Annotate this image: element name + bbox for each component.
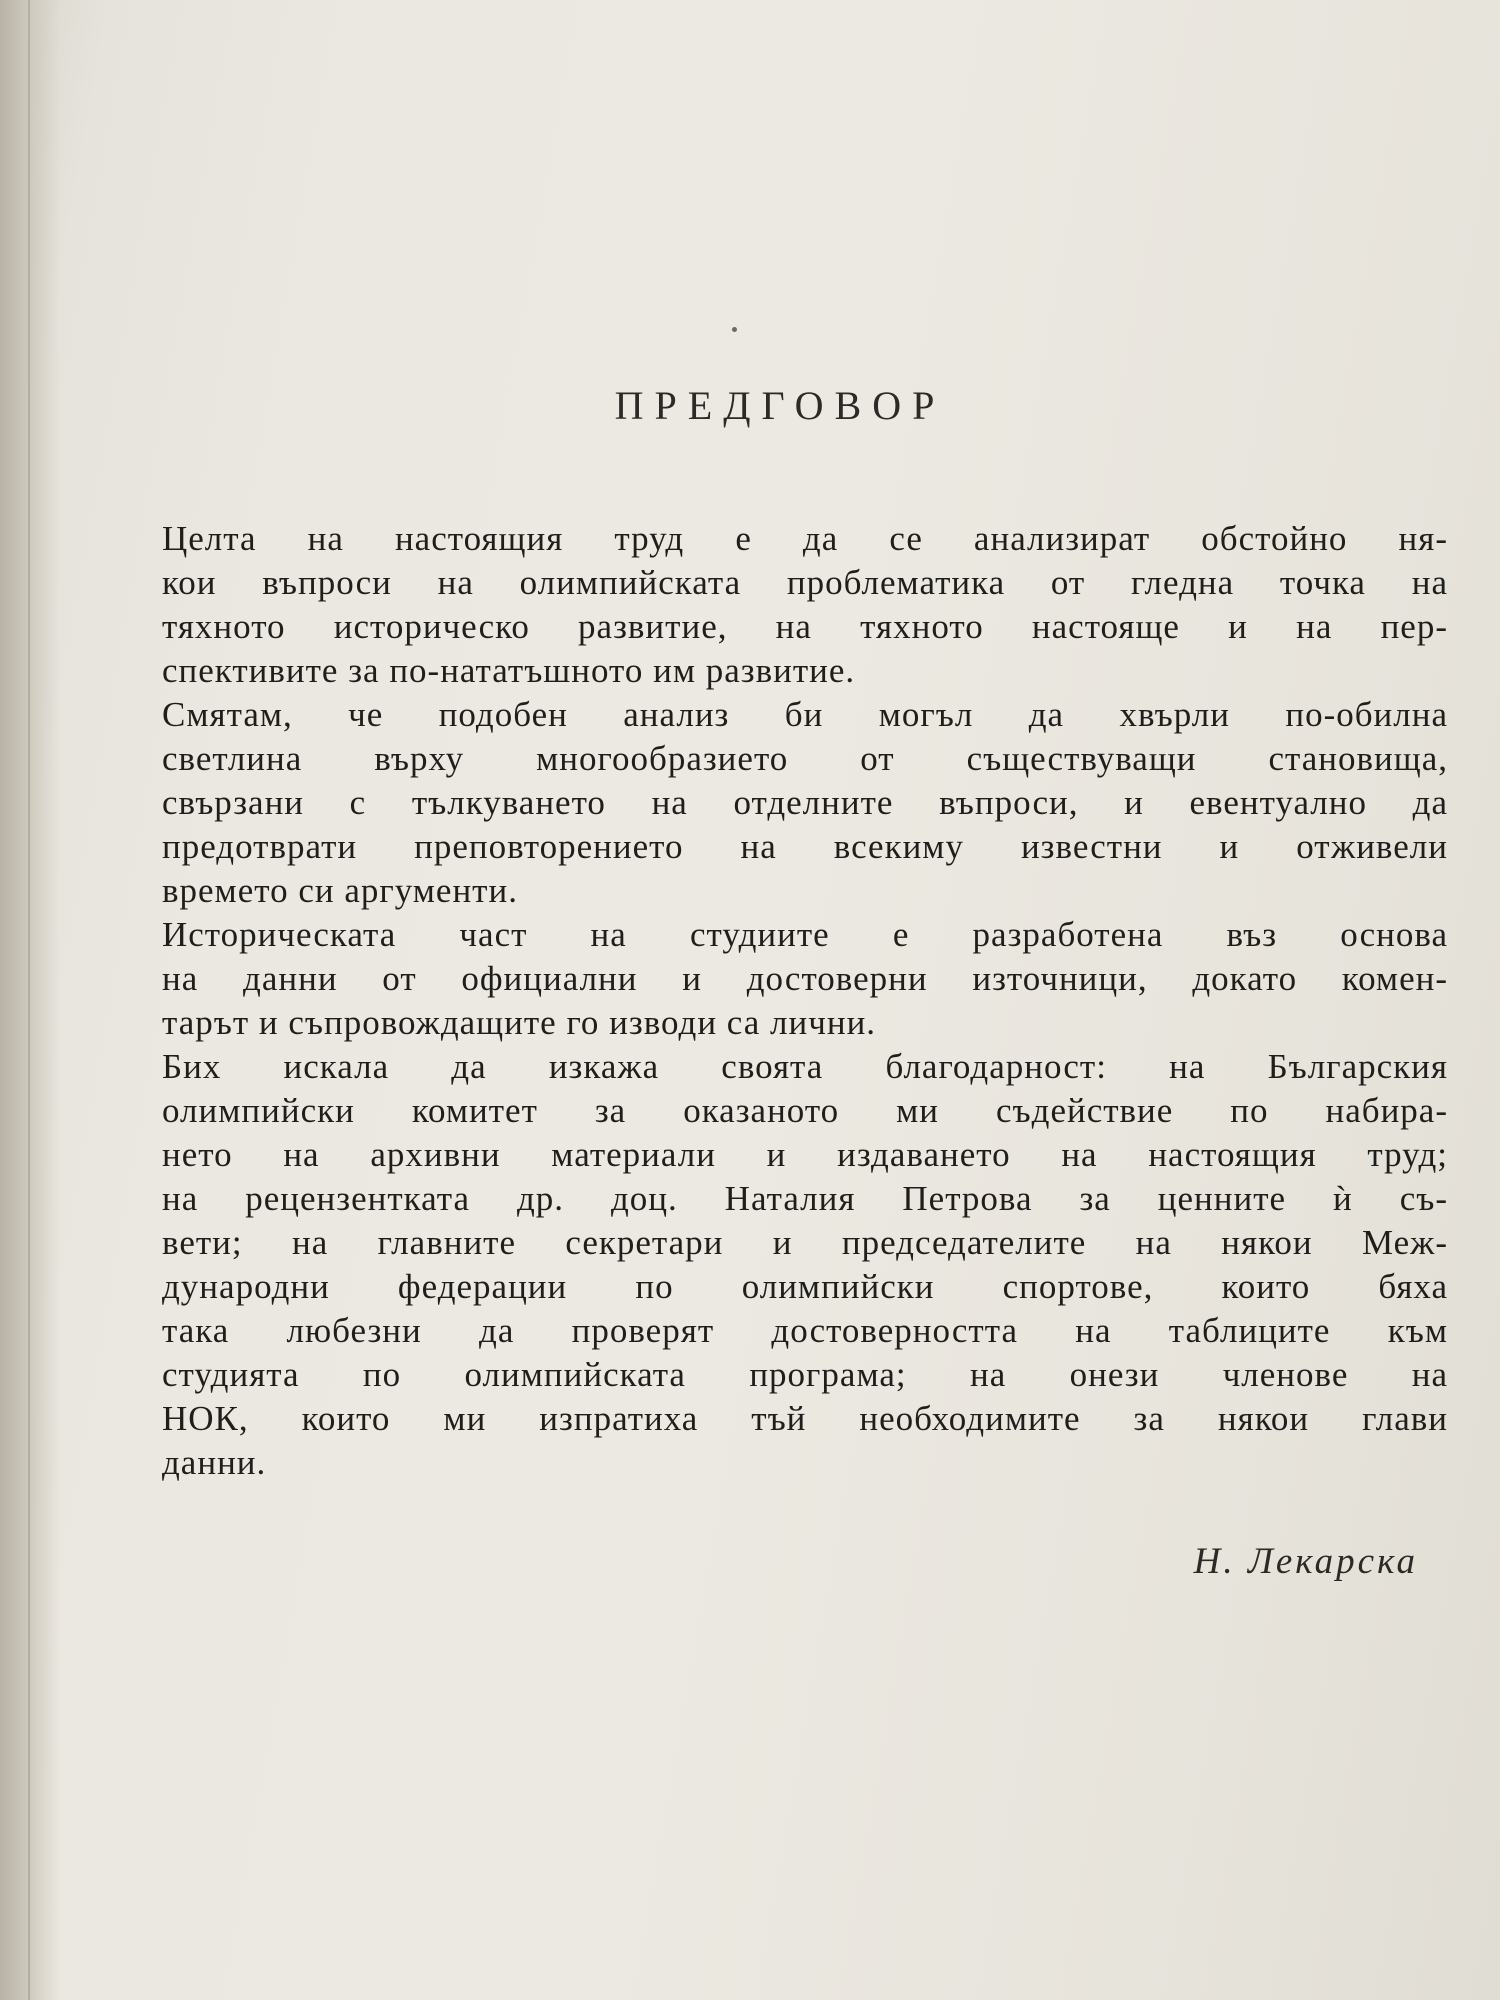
foreword-body: [128, 517, 1448, 1485]
text-line: предотврати преповторението на всекиму известни и отживели: [162, 827, 1448, 866]
text-line: така любезни да проверят достоверността на таблиците към: [162, 1311, 1448, 1350]
text-line: тяхното историческо развитие, на тяхното настояще и на пер-: [162, 607, 1448, 646]
text-line: нето на архивни материали и издаването на настоящия труд;: [162, 1135, 1448, 1174]
paragraph-3: [128, 913, 1448, 1045]
text-line: времето си аргументи.: [162, 871, 518, 910]
paragraph-4: [128, 1045, 1448, 1485]
page-spine-shadow: [0, 0, 60, 2000]
text-line: спективите за по-нататъшното им развитие.: [162, 651, 856, 690]
text-line: на рецензентката др. доц. Наталия Петрова за ценните ѝ съ-: [162, 1179, 1448, 1218]
paragraph-1: [128, 517, 1448, 693]
text-line: тарът и съпровождащите го изводи са лични.: [162, 1003, 877, 1042]
text-line: Целта на настоящия труд е да се анализират обстойно ня-: [162, 519, 1448, 558]
paragraph-2: [128, 693, 1448, 913]
text-line: студията по олимпийската програма; на онези членове на: [162, 1355, 1448, 1394]
text-line: на данни от официални и достоверни източници, докато комен-: [162, 959, 1448, 998]
text-line: данни.: [162, 1443, 267, 1482]
author-signature: Н. Лекарска: [1193, 1541, 1418, 1582]
page-title: ПРЕДГОВОР: [614, 383, 946, 428]
page-spine-line: [28, 0, 30, 2000]
text-line: Смятам, че подобен анализ би могъл да хвърли по-обилна: [162, 695, 1448, 734]
text-line: дународни федерации по олимпийски спортове, които бяха: [162, 1267, 1448, 1306]
text-line: Бих искала да изкажа своята благодарност: на Българския: [162, 1047, 1448, 1086]
text-line: светлина върху многообразието от съществуващи становища,: [162, 739, 1448, 778]
text-line: кои въпроси на олимпийската проблематика от гледна точка на: [162, 563, 1448, 602]
text-line: вети; на главните секретари и председателите на някои Меж-: [162, 1223, 1448, 1262]
text-line: свързани с тълкуването на отделните въпроси, и евентуално да: [162, 783, 1448, 822]
text-line: олимпийски комитет за оказаното ми съдействие по набира-: [162, 1091, 1448, 1130]
ink-speck: [732, 327, 737, 332]
text-line: Историческата част на студиите е разработена въз основа: [162, 915, 1448, 954]
text-line: НОК, които ми изпратиха тъй необходимите за някои глави: [162, 1399, 1448, 1438]
